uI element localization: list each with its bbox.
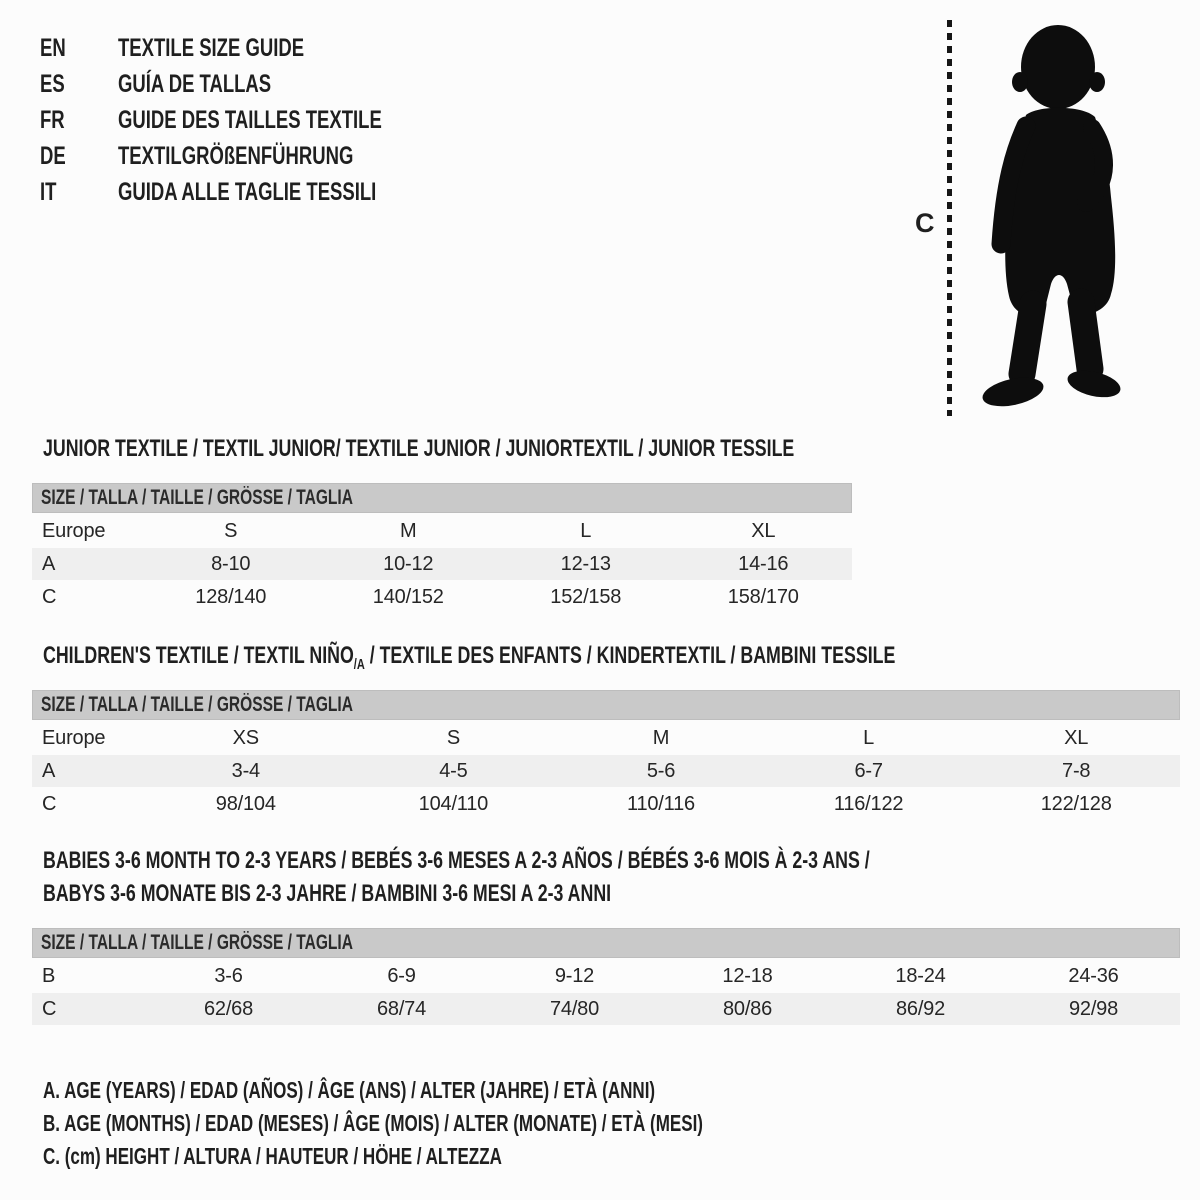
row-label: A [42, 552, 56, 575]
babies-section-title: BABIES 3-6 MONTH TO 2-3 YEARS / BEBÉS 3-6 MESES A 2-3 AÑOS / BÉBÉS 3-6 MOIS À 2-3 ANS / BABYS 3-6 MONATE BIS 2-3 JAHRE / BAMBINI 3-6 MESI A 2-3 ANNI [43, 847, 870, 907]
cell-value: 24-36 [1068, 964, 1119, 987]
cell-value: 6-7 [854, 759, 883, 782]
cell-value: 6-9 [387, 964, 416, 987]
cell-value: 68/74 [376, 997, 427, 1020]
language-label: TEXTILGRÖßENFÜHRUNG [118, 141, 354, 170]
table-row-a [32, 547, 852, 581]
cell-value: 104/110 [418, 792, 489, 815]
cell-value: 80/86 [722, 997, 773, 1020]
language-label: TEXTILE SIZE GUIDE [118, 33, 305, 62]
cell-value: 4-5 [439, 759, 468, 782]
cell-value: XL [1064, 726, 1089, 749]
measure-legend [43, 1074, 935, 1173]
language-code: EN [40, 33, 66, 62]
language-label: GUIDA ALLE TAGLIE TESSILI [118, 177, 377, 206]
cell-value: L [580, 519, 592, 542]
language-label: GUIDE DES TAILLES TEXTILE [118, 105, 382, 134]
language-row-it [40, 174, 475, 210]
language-code: ES [40, 69, 65, 98]
height-measure-label: C [915, 208, 935, 238]
table-row-a [32, 754, 1180, 788]
cell-value: 3-4 [231, 759, 260, 782]
language-row-fr [40, 102, 475, 138]
cell-value: 128/140 [195, 585, 267, 608]
language-header [40, 30, 475, 210]
row-label: C [42, 792, 57, 815]
table-row-b [32, 960, 1180, 992]
cell-value: L [863, 726, 875, 749]
cell-value: 7-8 [1062, 759, 1091, 782]
cell-value: 12-18 [722, 964, 773, 987]
cell-value: 10-12 [383, 552, 434, 575]
babies-size-table [32, 928, 1180, 1026]
junior-section-title: JUNIOR TEXTILE / TEXTIL JUNIOR/ TEXTILE JUNIOR / JUNIORTEXTIL / JUNIOR TESSILE [43, 435, 795, 462]
cell-value: 98/104 [215, 792, 276, 815]
table-row-c [32, 788, 1180, 820]
junior-size-table [32, 483, 852, 613]
row-label: Europe [42, 519, 106, 542]
cell-value: S [224, 519, 238, 542]
cell-value: XS [232, 726, 259, 749]
language-row-en [40, 30, 475, 66]
language-row-es [40, 66, 475, 102]
cell-value: 9-12 [554, 964, 595, 987]
height-measure-dashed-line [947, 20, 952, 416]
cell-value: M [400, 519, 417, 542]
row-label: C [42, 585, 57, 608]
cell-value: 5-6 [646, 759, 676, 782]
cell-value: 74/80 [549, 997, 600, 1020]
toddler-silhouette-image [963, 22, 1141, 420]
table-row-europe [32, 515, 852, 547]
cell-value: 14-16 [738, 552, 789, 575]
table-row-c [32, 992, 1180, 1026]
size-header-bar: SIZE / TALLA / TAILLE / GRÖSSE / TAGLIA [32, 690, 1180, 720]
cell-value: 18-24 [895, 964, 946, 987]
cell-value: XL [751, 519, 776, 542]
cell-value: 92/98 [1068, 997, 1119, 1020]
row-label: B [42, 964, 56, 987]
cell-value: 158/170 [727, 585, 799, 608]
table-row-c [32, 581, 852, 613]
legend-age-months: B. AGE (MONTHS) / EDAD (MESES) / ÂGE (MOIS) / ALTER (MONATE) / ETÀ (MESI) [43, 1110, 703, 1136]
legend-age-years: A. AGE (YEARS) / EDAD (AÑOS) / ÂGE (ANS) / ALTER (JAHRE) / ETÀ (ANNI) [43, 1077, 656, 1103]
children-section-title: CHILDREN'S TEXTILE / TEXTIL $NIÑO_{/A}$ / TEXTILE DES ENFANTS / KINDERTEXTIL / BAMBINI TESSILE [43, 642, 896, 673]
cell-value: 8-10 [211, 552, 251, 575]
cell-value: 122/128 [1040, 792, 1112, 815]
cell-value: 62/68 [203, 997, 254, 1020]
legend-height-cm: C. (cm) HEIGHT / ALTURA / HAUTEUR / HÖHE / ALTEZZA [43, 1143, 502, 1169]
cell-value: M [652, 726, 670, 749]
table-row-europe [32, 722, 1180, 754]
row-label: Europe [42, 726, 106, 749]
language-row-de [40, 138, 475, 174]
size-header-bar: SIZE / TALLA / TAILLE / GRÖSSE / TAGLIA [32, 483, 852, 513]
row-label: C [42, 997, 57, 1020]
cell-value: 116/122 [833, 792, 904, 815]
children-size-table [32, 690, 1180, 820]
cell-value: 110/116 [627, 792, 695, 815]
language-code: DE [40, 141, 66, 170]
cell-value: 86/92 [895, 997, 946, 1020]
cell-value: 12-13 [560, 552, 611, 575]
language-code: IT [40, 177, 57, 206]
cell-value: 3-6 [214, 964, 243, 987]
language-code: FR [40, 105, 65, 134]
size-header-bar: SIZE / TALLA / TAILLE / GRÖSSE / TAGLIA [32, 928, 1180, 958]
cell-value: 152/158 [550, 585, 622, 608]
cell-value: S [446, 726, 460, 749]
cell-value: 140/152 [372, 585, 444, 608]
row-label: A [42, 759, 56, 782]
title-subscript: /A [353, 656, 365, 673]
language-label: GUÍA DE TALLAS [118, 69, 272, 98]
